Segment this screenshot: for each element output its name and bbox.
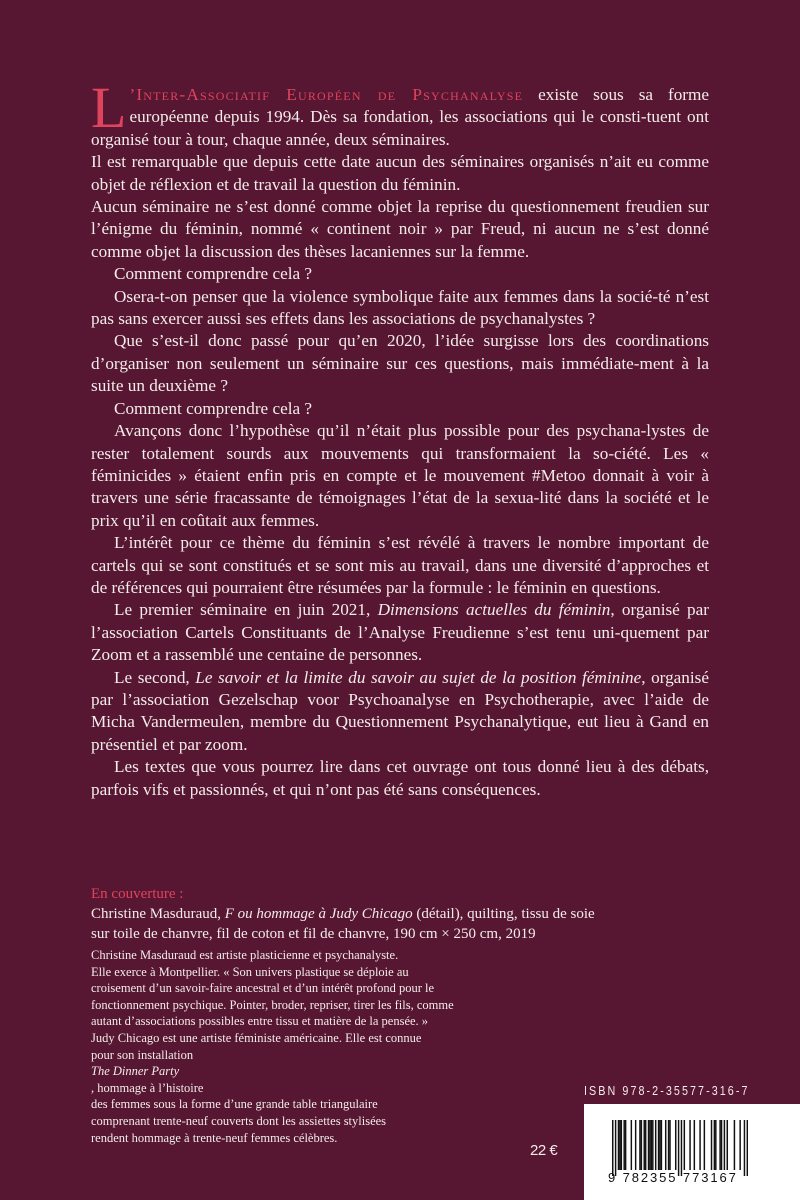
barcode-bar bbox=[643, 1120, 644, 1170]
barcode-bar bbox=[641, 1120, 642, 1170]
seminar-2-after: , organisé par l’association Gezelschap voor Psychoanalyse en Psychotherapie, avec l’aide de Micha Vandermeulen, membre du Questionnement Psychanalytique, eut lieu à Gand en présentiel et par zoom. bbox=[91, 667, 709, 754]
bio-line bbox=[91, 1047, 511, 1097]
barcode-bar bbox=[651, 1120, 652, 1170]
closing-paragraph: Les textes que vous pourrez lire dans cet ouvrage ont tous donné lieu à des débats, parfois vifs et passionnés, et qui n’ont pas été sans conséquences. bbox=[91, 757, 709, 799]
artwork-title: F ou hommage à Judy Chicago bbox=[224, 906, 413, 922]
barcode-bar bbox=[739, 1120, 740, 1170]
barcode-bar bbox=[668, 1120, 669, 1170]
intro-text: existe sous sa forme européenne depuis 1994. Dès sa fondation, les associations qui le consti-tuent ont organisé tour à tour, chaque année, deux séminaires. bbox=[91, 85, 710, 149]
artist-bio bbox=[91, 947, 511, 1146]
barcode-bar bbox=[719, 1120, 720, 1170]
barcode-icon bbox=[612, 1120, 748, 1176]
paragraph: Osera-t-on penser que la violence symbolique faite aux femmes dans la socié-té n’est pas sans exercer aussi ses effets dans les associations de psychanalystes ? bbox=[91, 286, 709, 329]
bio-line: Christine Masduraud est artiste plasticienne et psychanalyste. bbox=[91, 948, 399, 962]
bio-line: comprenant trente-neuf couverts dont les assiettes stylisées bbox=[91, 1113, 387, 1128]
barcode-bar bbox=[714, 1120, 715, 1170]
barcode-bar bbox=[615, 1120, 616, 1176]
barcode-bar bbox=[619, 1120, 620, 1170]
barcode-bar bbox=[621, 1120, 622, 1170]
paragraph: Il est remarquable que depuis cette date aucun des séminaires organisés n’ait eu comme objet de réflexion et de travail la question du féminin. bbox=[91, 152, 709, 194]
seminar-1-after: , organisé par l’association Cartels Constituants de l’Analyse Freudienne s’est tenu uni-quement par Zoom et a rassemblé une centaine de personnes. bbox=[91, 600, 709, 665]
barcode-bar bbox=[648, 1120, 649, 1170]
barcode-bar bbox=[639, 1120, 640, 1170]
bio-line: autant d’associations possibles entre tissu et matière de la pensée. » bbox=[91, 1014, 429, 1029]
seminar-2-before: Le second, bbox=[114, 667, 196, 687]
seminar-2-title: Le savoir et la limite du savoir au sujet de la position féminine bbox=[195, 667, 642, 687]
bio-dinner-before: pour son installation bbox=[91, 1047, 194, 1062]
bio-line: fonctionnement psychique. Pointer, broder, repriser, tirer les fils, comme bbox=[91, 997, 454, 1012]
price-label: 22 € bbox=[530, 1142, 558, 1159]
paragraph: Comment comprendre cela ? bbox=[114, 398, 313, 418]
cover-heading: En couverture : bbox=[91, 886, 184, 902]
barcode-bar bbox=[669, 1120, 670, 1170]
barcode-bar bbox=[665, 1120, 666, 1170]
cover-artwork-credit bbox=[91, 904, 731, 944]
barcode-bar bbox=[699, 1120, 700, 1170]
barcode-bar bbox=[655, 1120, 656, 1170]
intro-paragraph bbox=[91, 75, 710, 151]
bio-line: des femmes sous la forme d’une grande table triangulaire bbox=[91, 1097, 378, 1112]
barcode-digits: 9 782355 773167 bbox=[608, 1170, 738, 1185]
drop-cap: L bbox=[91, 75, 127, 140]
artist-name: Christine Masduraud, bbox=[91, 906, 225, 922]
barcode-bar bbox=[631, 1120, 632, 1170]
paragraph: Comment comprendre cela ? bbox=[114, 264, 313, 284]
barcode-bar bbox=[659, 1120, 660, 1170]
barcode-bar bbox=[645, 1120, 646, 1170]
barcode-bar bbox=[681, 1120, 682, 1176]
barcode-bar bbox=[661, 1120, 662, 1170]
isbn-label: ISBN 978-2-35577-316-7 bbox=[584, 1084, 750, 1098]
barcode-bar bbox=[635, 1120, 636, 1170]
seminar-1-before: Le premier séminaire en juin 2021, bbox=[114, 600, 378, 620]
dinner-party-title: The Dinner Party bbox=[91, 1064, 180, 1079]
barcode-bar bbox=[623, 1120, 624, 1170]
barcode-bar bbox=[724, 1120, 725, 1170]
barcode-bar bbox=[711, 1120, 712, 1170]
seminar-1-paragraph bbox=[91, 599, 709, 666]
barcode-bar bbox=[744, 1120, 745, 1176]
barcode-bar bbox=[678, 1120, 679, 1176]
bio-line: rendent hommage à trente-neuf femmes célèbres. bbox=[91, 1130, 338, 1145]
bio-line: Judy Chicago est une artiste féministe américaine. Elle est connue bbox=[91, 1030, 422, 1045]
organization-name: ’Inter-Associatif Européen de Psychanalyse bbox=[129, 85, 524, 104]
barcode-bar bbox=[675, 1120, 676, 1170]
barcode-bar bbox=[689, 1120, 690, 1170]
barcode-bar bbox=[625, 1120, 626, 1170]
barcode-bar bbox=[652, 1120, 653, 1170]
barcode-bar bbox=[727, 1120, 728, 1170]
seminar-1-title: Dimensions actuelles du féminin bbox=[377, 600, 611, 620]
barcode-bar bbox=[694, 1120, 695, 1170]
barcode-bar bbox=[734, 1120, 735, 1170]
barcode-bar bbox=[715, 1120, 716, 1170]
seminar-2-paragraph bbox=[91, 667, 709, 757]
barcode-bar bbox=[684, 1120, 685, 1170]
paragraph: Aucun séminaire ne s’est donné comme objet la reprise du questionnement freudien sur l’énigme du féminin, nommé « continent noir » par Freud, ni aucun ne s’est donné comme objet la discussion des thèses lacaniennes sur la femme. bbox=[91, 197, 709, 261]
paragraph: Que s’est-il donc passé pour qu’en 2020, l’idée surgisse lors des coordinations d’organiser non seulement un séminaire sur ces questions, mais immédiate-ment à la suite un deuxième ? bbox=[91, 331, 709, 396]
barcode-bar bbox=[747, 1120, 748, 1176]
artwork-details-2: sur toile de chanvre, fil de coton et fil de chanvre, 190 cm × 250 cm, 2019 bbox=[91, 926, 536, 942]
back-cover-text bbox=[91, 75, 710, 801]
artwork-details: (détail), quilting, tissu de soie bbox=[412, 906, 595, 922]
bio-line: Elle exerce à Montpellier. « Son univers plastique se déploie au bbox=[91, 964, 409, 979]
barcode-bar bbox=[649, 1120, 650, 1170]
barcode-bar bbox=[618, 1120, 619, 1170]
bio-line: croisement d’un savoir-faire ancestral et d’un intérêt profond pour le bbox=[91, 981, 435, 996]
barcode-bar bbox=[704, 1120, 705, 1170]
barcode-area bbox=[584, 1104, 800, 1200]
barcode-bar bbox=[658, 1120, 659, 1170]
bio-dinner-after: , hommage à l’histoire bbox=[91, 1080, 204, 1095]
barcode-bar bbox=[612, 1120, 613, 1176]
paragraph: L’intérêt pour ce thème du féminin s’est révélé à travers le nombre important de cartels qui se sont constitués et se sont mis au travail, dans une diversité d’approches et de références qui pourraient être résumées par la formule : le féminin en questions. bbox=[91, 533, 709, 597]
paragraph: Avançons donc l’hypothèse qu’il n’était plus possible pour des psychana-lystes de rester totalement sourds aux mouvements qui transformaient la so-ciété. Les « féminicides » étaient enfin pris en compte et le mouvement #Metoo donnait à voir à travers une série fracassante de témoignages l’état de la sexua-lité dans la société et le prix qu’il en coûtait aux femmes. bbox=[91, 421, 709, 530]
barcode-bar bbox=[721, 1120, 722, 1170]
